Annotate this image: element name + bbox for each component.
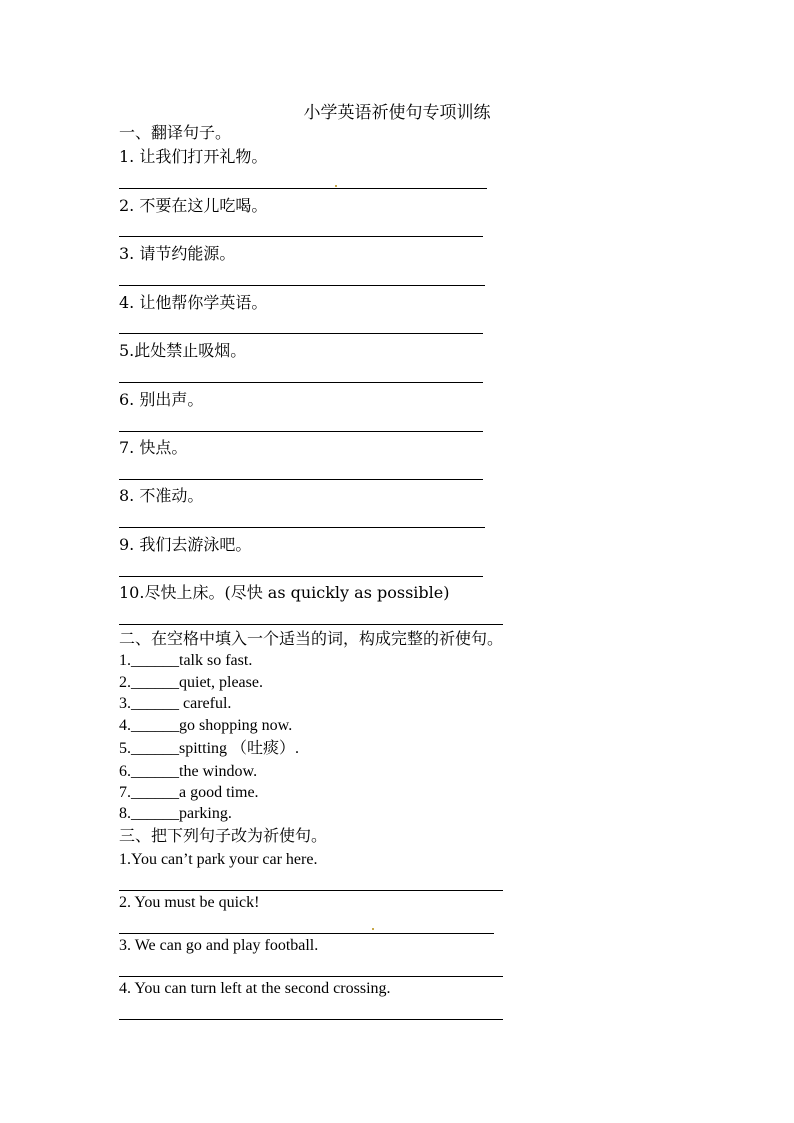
section1-item-4: 4. 让他帮你学英语。 — [119, 293, 268, 312]
answer-line-7[interactable] — [119, 479, 483, 480]
answer-line-s3-1[interactable] — [119, 890, 503, 891]
answer-line-4[interactable] — [119, 333, 483, 334]
section1-item-9: 9. 我们去游泳吧。 — [119, 535, 252, 554]
section2-item-4[interactable]: 4.______go shopping now. — [119, 717, 293, 734]
answer-line-s3-2[interactable] — [119, 933, 494, 934]
answer-line-2[interactable] — [119, 236, 483, 237]
section1-item-6: 6. 别出声。 — [119, 390, 204, 409]
scan-speck — [335, 185, 337, 187]
section2-heading: 二、在空格中填入一个适当的词，构成完整的祈使句。 — [119, 629, 504, 648]
section3-item-3: 3. We can go and play football. — [119, 937, 319, 954]
section2-item-6[interactable]: 6.______the window. — [119, 763, 258, 780]
section1-item-5: 5.此处禁止吸烟。 — [119, 341, 247, 360]
answer-line-8[interactable] — [119, 527, 485, 528]
answer-line-s3-3[interactable] — [119, 976, 503, 977]
answer-line-6[interactable] — [119, 431, 483, 432]
section1-heading: 一、翻译句子。 — [119, 123, 232, 142]
section2-item-8[interactable]: 8.______parking. — [119, 805, 232, 822]
section3-item-1: 1.You can’t park your car here. — [119, 851, 318, 868]
answer-line-10[interactable] — [119, 624, 503, 625]
section3-heading: 三、把下列句子改为祈使句。 — [119, 826, 328, 845]
page-title: 小学英语祈使句专项训练 — [303, 103, 491, 123]
answer-line-5[interactable] — [119, 382, 483, 383]
section3-item-2: 2. You must be quick! — [119, 894, 260, 911]
section2-item-7[interactable]: 7.______a good time. — [119, 784, 259, 801]
section3-item-4: 4. You can turn left at the second crossing. — [119, 980, 391, 997]
section2-item-1[interactable]: 1.______talk so fast. — [119, 652, 253, 669]
section1-item-7: 7. 快点。 — [119, 438, 188, 457]
section2-item-2[interactable]: 2.______quiet, please. — [119, 674, 263, 691]
answer-line-1[interactable] — [119, 188, 487, 189]
section1-item-3: 3. 请节约能源。 — [119, 244, 236, 263]
section1-item-2: 2. 不要在这儿吃喝。 — [119, 196, 268, 215]
section1-item-10: 10.尽快上床。(尽快 as quickly as possible) — [119, 583, 450, 602]
section1-item-1: 1. 让我们打开礼物。 — [119, 147, 268, 166]
section2-item-3[interactable]: 3.______ careful. — [119, 695, 232, 712]
section2-item-5[interactable]: 5.______spitting （吐痰）. — [119, 740, 300, 757]
section1-item-8: 8. 不准动。 — [119, 486, 204, 505]
answer-line-9[interactable] — [119, 576, 483, 577]
answer-line-3[interactable] — [119, 285, 485, 286]
scan-speck — [372, 928, 374, 930]
answer-line-s3-4[interactable] — [119, 1019, 503, 1020]
